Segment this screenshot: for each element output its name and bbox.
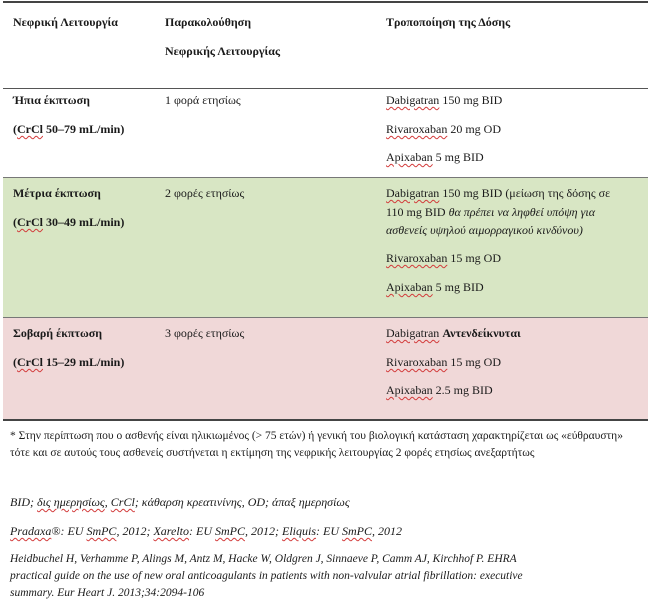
dose-apixaban: Apixaban 5 mg BID (386, 150, 484, 164)
dose-dabigatran-line2: 110 mg BID θα πρέπει να ληφθεί υπόψη για (386, 205, 595, 219)
table-row-mild (3, 89, 648, 178)
impairment-label: Σοβαρή έκπτωση (13, 326, 103, 340)
table-header-row (3, 1, 648, 89)
dose-dabigatran-line3: ασθενείς υψηλού αιμορραγικού κινδύνου) (386, 223, 583, 237)
dose-rivaroxaban: Rivaroxaban 15 mg OD (386, 355, 501, 369)
reference-citation (10, 551, 640, 602)
impairment-label: Μέτρια έκπτωση (13, 186, 101, 200)
impairment-label: Ήπια έκπτωση (13, 93, 90, 107)
monitoring-frequency: 3 φορές ετησίως (165, 326, 245, 340)
crcl-range: (CrCl 15–29 mL/min) (13, 355, 125, 369)
elderly-footnote: * Στην περίπτωση που ο ασθενής είναι ηλικιωμένος (> 75 ετών) ή γενική του βιολογική κατάσταση χαρακτηρίζεται ως «εύθραυστη» τότε και σε αυτούς τους ασθενείς συστήνεται η εκτίμηση της νεφρικής λειτουργίας 2 φορές ετησίως ανεξαρτήτως (10, 430, 623, 459)
monitoring-frequency: 2 φορές ετησίως (165, 186, 245, 200)
header-dose-adjustment: Τροποποίηση της Δόσης (386, 15, 511, 29)
renal-dose-table (3, 1, 648, 421)
crcl-range: (CrCl 30–49 mL/min) (13, 215, 125, 229)
dose-dabigatran: Dabigatran 150 mg BID (386, 93, 503, 107)
reference-line2: practical guide on the use of new oral anticoagulants in patients with non-valvular atrial fibrillation: executive (10, 570, 523, 582)
dose-apixaban: Apixaban 2.5 mg BID (386, 383, 493, 397)
header-monitoring-line1: Παρακολούθηση (165, 15, 252, 29)
crcl-range: (CrCl 50–79 mL/min) (13, 122, 125, 136)
dose-dabigatran: Dabigatran Αντενδείκνυται (386, 326, 521, 340)
header-renal-function: Νεφρική Λειτουργία (13, 15, 118, 29)
dose-dabigatran-line1: Dabigatran 150 mg BID (μείωση της δόσης σε (386, 186, 611, 200)
dose-rivaroxaban: Rivaroxaban 15 mg OD (386, 251, 501, 265)
table-row-severe (3, 318, 648, 421)
table-row-moderate (3, 178, 648, 318)
abbreviations-note: BID; δις ημερησίως, CrCl; κάθαρση κρεατινίνης, OD; άπαξ ημερησίως (10, 495, 350, 509)
dose-apixaban: Apixaban 5 mg BID (386, 280, 484, 294)
header-monitoring-line2: Νεφρικής Λειτουργίας (165, 44, 281, 58)
spc-sources-note: Pradaxa®: EU SmPC, 2012; Xarelto: EU SmPC, 2012; Eliquis: EU SmPC, 2012 (10, 524, 403, 538)
reference-line1: Heidbuchel H, Verhamme P, Alings M, Antz M, Hacke W, Oldgren J, Sinnaeve P, Camm AJ, Kirchhof P. EHRA (10, 553, 517, 565)
reference-line3: summary. Eur Heart J. 2013;34:2094-106 (10, 587, 205, 599)
dose-rivaroxaban: Rivaroxaban 20 mg OD (386, 122, 501, 136)
monitoring-frequency: 1 φορά ετησίως (165, 93, 241, 107)
